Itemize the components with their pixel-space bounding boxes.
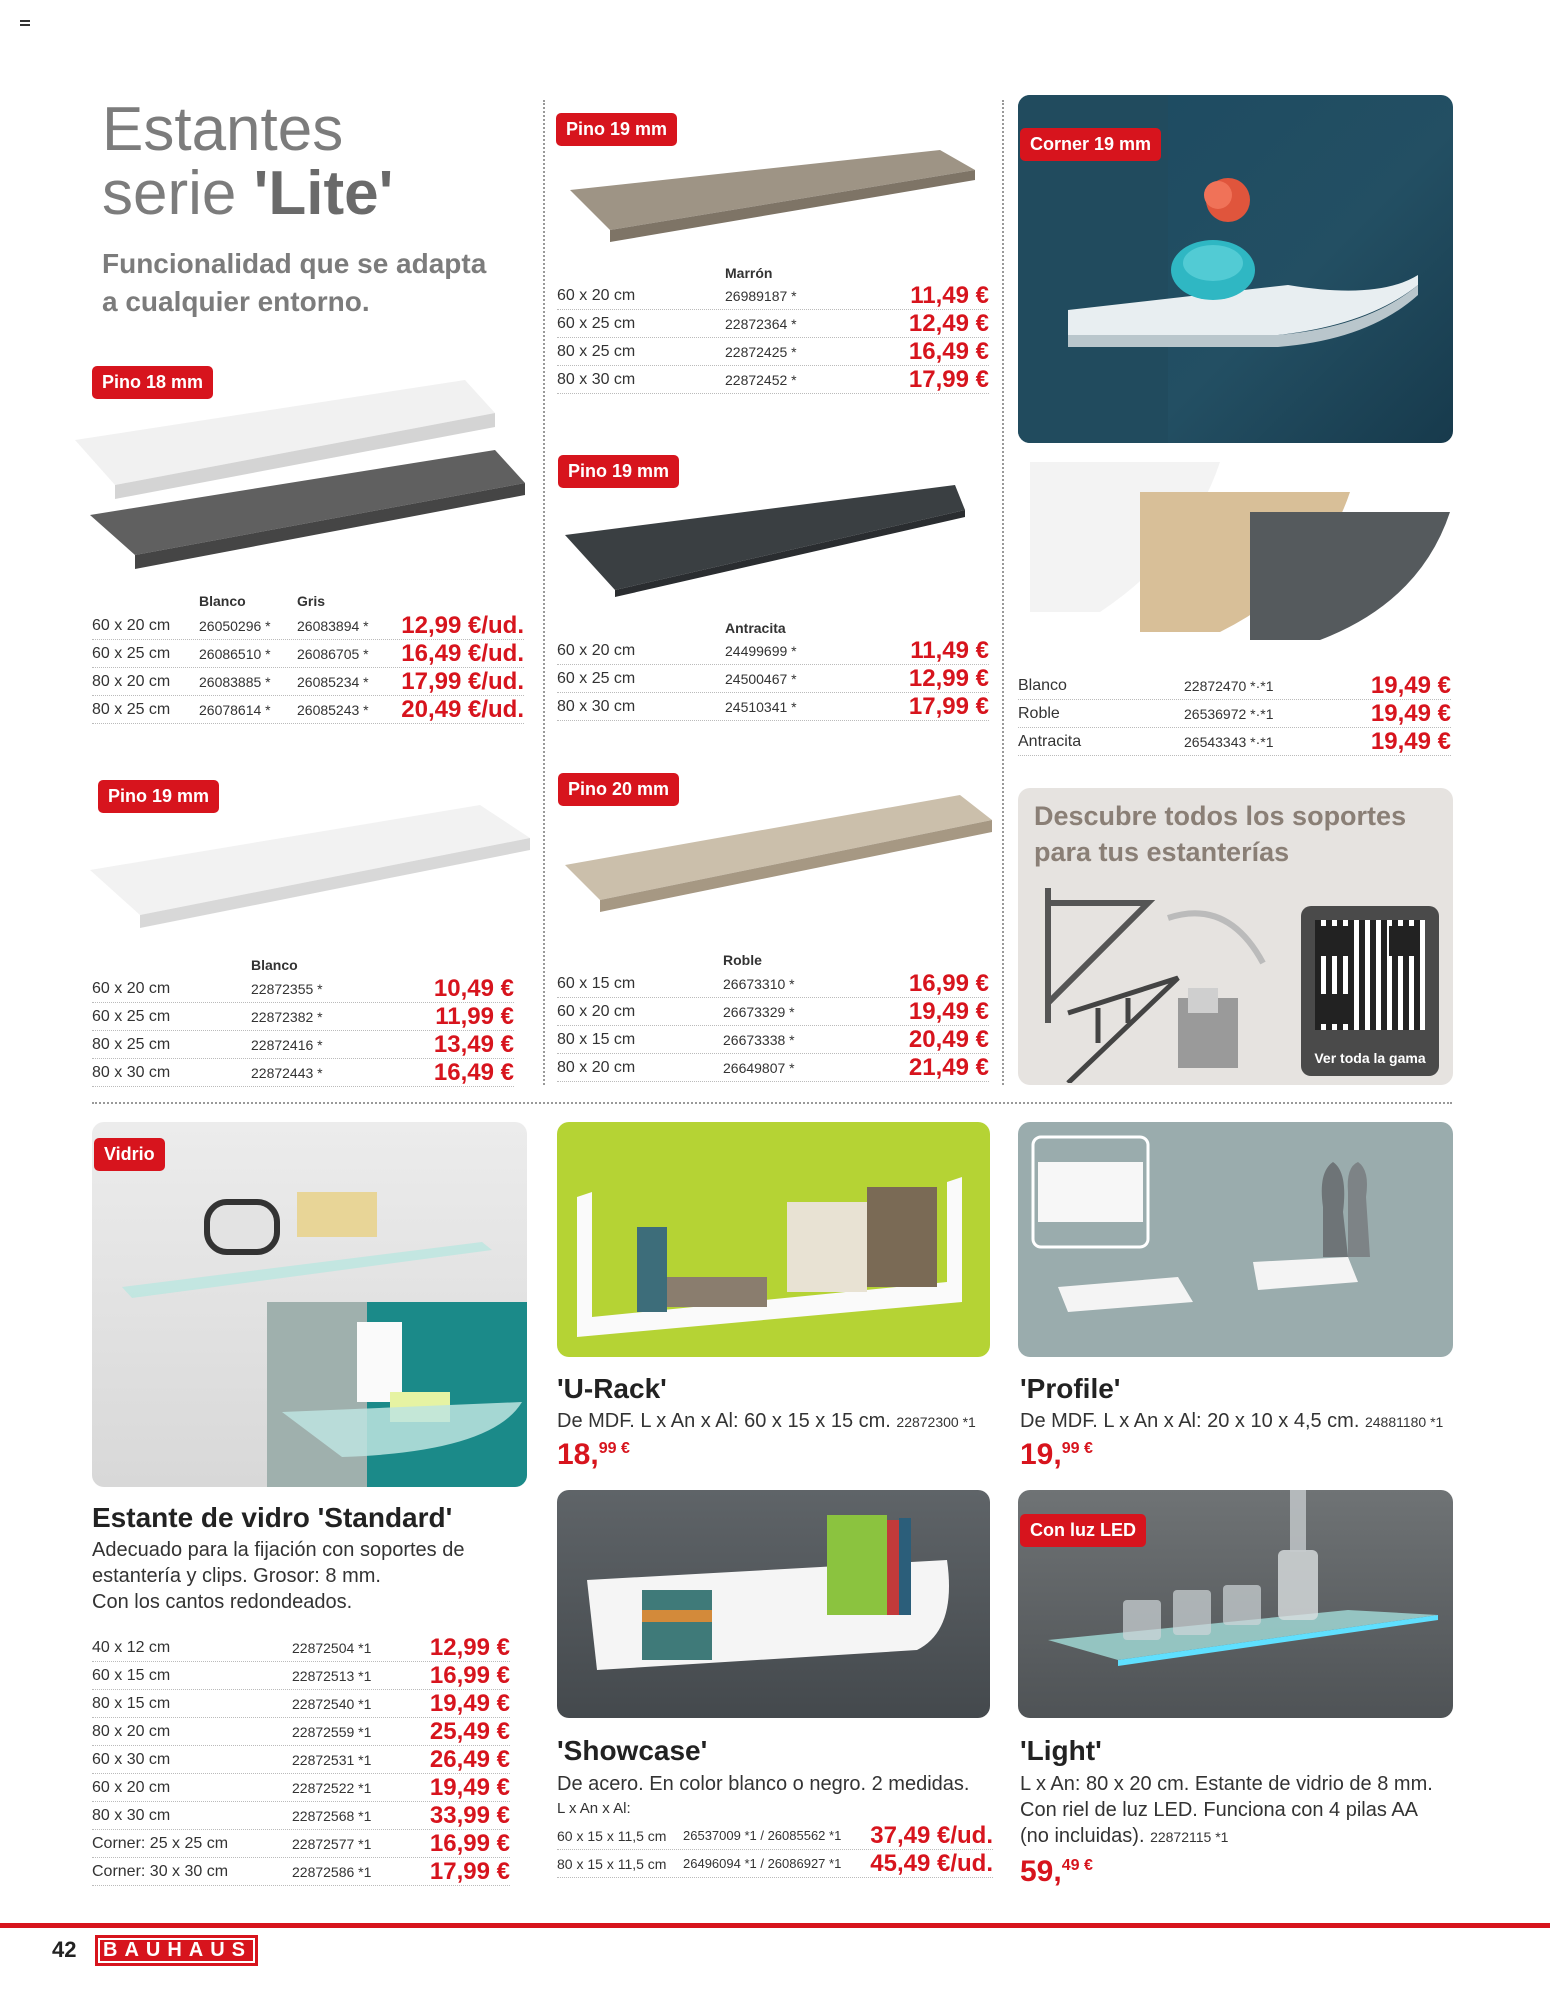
table-row: 80 x 20 cm 26649807 * 21,49 € [557, 1053, 989, 1081]
table-row: 80 x 30 cm 22872452 * 17,99 € [557, 365, 989, 393]
u-rack-price: 18,$^{99 €}$ [557, 1438, 630, 1471]
table-row: Blanco 22872470 *·*1 19,49 € [1018, 671, 1451, 699]
table-row: 80 x 30 cm 22872443 * 16,49 € [92, 1058, 514, 1086]
glass-shelf-photo [92, 1122, 527, 1487]
price-table-pino19-white: Blanco 60 x 20 cm 22872355 * 10,49 € 60 x 25 cm 22872382 * 11,99 € 80 x 25 cm 22872416 * 13,49 € 80 x 30 cm 22872443 * 16,49 € [92, 957, 514, 1086]
section-separator [92, 1102, 1452, 1104]
table-row: 80 x 30 cm 22872568 *1 33,99 € [92, 1801, 510, 1829]
shelf-image-anthracite [565, 465, 975, 605]
u-rack-description: De MDF. L x An x Al: 60 x 15 x 15 cm. 22872300 *1 [557, 1410, 976, 1432]
column-separator [543, 100, 545, 1085]
profile-name: 'Profile' [1020, 1373, 1121, 1404]
glass-name: Estante de vidro 'Standard' [92, 1502, 453, 1533]
qr-code-icon [1315, 920, 1425, 1030]
table-row: 60 x 20 cm 26050296 * 26083894 * 12,99 €/ud. [92, 611, 524, 639]
price-table-pino20: Roble 60 x 15 cm 26673310 * 16,99 € 60 x 20 cm 26673329 * 19,49 € 80 x 15 cm 26673338 * 20,49 € 80 x 20 cm 26649807 * 21,49 € [557, 952, 989, 1081]
tag-con-luz-led: Con luz LED [1020, 1514, 1146, 1547]
tag-pino-19: Pino 19 mm [556, 113, 677, 146]
light-price: 59,$^{49 €}$ [1020, 1855, 1093, 1888]
table-row: 60 x 20 cm 22872355 * 10,49 € [92, 974, 514, 1002]
table-row: Corner: 25 x 25 cm 22872577 *1 16,99 € [92, 1829, 510, 1857]
tag-pino-19: Pino 19 mm [98, 780, 219, 813]
table-row: Antracita 26543343 *·*1 19,49 € [1018, 727, 1451, 755]
table-row: 60 x 15 x 11,5 cm 26537009 *1 / 26085562 *1 37,49 €/ud. [557, 1821, 993, 1849]
shelf-image-brown [570, 120, 980, 260]
table-row: 60 x 15 cm 26673310 * 16,99 € [557, 969, 989, 997]
table-row: 60 x 25 cm 24500467 * 12,99 € [557, 664, 989, 692]
tag-vidrio: Vidrio [94, 1138, 165, 1171]
bracket-icons [1028, 883, 1268, 1083]
table-row: 60 x 25 cm 26086510 * 26086705 * 16,49 €/ud. [92, 639, 524, 667]
footer-rule [0, 1923, 1550, 1928]
table-row: 80 x 20 cm 22872559 *1 25,49 € [92, 1717, 510, 1745]
price-table-showcase [557, 1822, 993, 1882]
table-row: 80 x 30 cm 24510341 * 17,99 € [557, 692, 989, 720]
u-rack-name: 'U-Rack' [557, 1373, 667, 1404]
price-table-corner [1018, 672, 1451, 762]
page-number: 42 [52, 1937, 77, 1962]
profile-description: De MDF. L x An x Al: 20 x 10 x 4,5 cm. 24881180 *1 [1020, 1410, 1444, 1432]
glass-description: Adecuado para la fijación con soportes de estantería y clips. Grosor: 8 mm. Con los cantos redondeados. [92, 1539, 465, 1613]
table-row: 80 x 25 cm 26078614 * 26085243 * 20,49 €/ud. [92, 695, 524, 723]
price-table-pino18: Blanco Gris 60 x 20 cm 26050296 * 26083894 * 12,99 €/ud. 60 x 25 cm 26086510 * 26086705 * 16,49 €/ud. 80 x 20 cm 26083885 * 26085234 * 17,99 €/ud. 80 x 25 cm 26078614 * 26085243 * 20,49 €/ud. [92, 593, 524, 723]
tag-corner-19: Corner 19 mm [1020, 128, 1161, 161]
page-subtitle: Funcionalidad que se adapta a cualquier entorno. [102, 248, 487, 317]
table-row: 80 x 25 cm 22872416 * 13,49 € [92, 1030, 514, 1058]
price-table-pino19-brown: Marrón 60 x 20 cm 26989187 * 11,49 € 60 x 25 cm 22872364 * 12,49 € 80 x 25 cm 22872425 * 16,49 € 80 x 30 cm 22872452 * 17,99 € [557, 265, 989, 393]
table-row: Roble 26536972 *·*1 19,49 € [1018, 699, 1451, 727]
tag-pino-18: Pino 18 mm [92, 366, 213, 399]
shelf-image-white [90, 790, 530, 940]
price-table-pino19-anthracite: Antracita 60 x 20 cm 24499699 * 11,49 € 60 x 25 cm 24500467 * 12,99 € 80 x 30 cm 24510341 * 17,99 € [557, 620, 989, 720]
shelf-image-white-grey [75, 375, 530, 575]
table-row: 60 x 25 cm 22872364 * 12,49 € [557, 309, 989, 337]
light-description: L x An: 80 x 20 cm. Estante de vidrio de 8 mm. Con riel de luz LED. Funciona con 4 pilas AA (no incluidas). 22872115 *1 [1020, 1773, 1433, 1847]
table-row: 60 x 15 cm 22872513 *1 16,99 € [92, 1661, 510, 1689]
supports-promo-box[interactable] [1018, 788, 1453, 1085]
table-row: 60 x 20 cm 22872522 *1 19,49 € [92, 1773, 510, 1801]
table-row: 80 x 15 x 11,5 cm 26496094 *1 / 26086927 *1 45,49 €/ud. [557, 1849, 993, 1877]
bauhaus-logo[interactable]: BAUHAUS [95, 1935, 258, 1966]
table-row: 60 x 20 cm 26989187 * 11,49 € [557, 281, 989, 309]
profile-price: 19,$^{99 €}$ [1020, 1438, 1093, 1471]
table-row: 60 x 20 cm 24499699 * 11,49 € [557, 636, 989, 664]
table-row: Corner: 30 x 30 cm 22872586 *1 17,99 € [92, 1857, 510, 1885]
table-row: 80 x 15 cm 22872540 *1 19,49 € [92, 1689, 510, 1717]
price-table-glass [92, 1634, 510, 1894]
light-name: 'Light' [1020, 1735, 1102, 1766]
menu-icon[interactable] [20, 20, 30, 28]
tag-pino-19: Pino 19 mm [558, 455, 679, 488]
tag-pino-20: Pino 20 mm [558, 773, 679, 806]
column-separator [1002, 100, 1004, 1085]
showcase-description: De acero. En color blanco o negro. 2 medidas. [557, 1773, 970, 1795]
supports-title: Descubre todos los soportes para tus estanterías [1034, 801, 1407, 867]
table-row: 60 x 20 cm 26673329 * 19,49 € [557, 997, 989, 1025]
showcase-photo [557, 1490, 990, 1718]
page-title: Estantes serie 'Lite' [102, 95, 394, 228]
u-rack-photo [557, 1122, 990, 1357]
table-row: 60 x 30 cm 22872531 *1 26,49 € [92, 1745, 510, 1773]
profile-photo [1018, 1122, 1453, 1357]
qr-code[interactable]: Ver toda la gama [1301, 906, 1439, 1076]
showcase-dims-label: L x An x Al: [557, 1800, 631, 1817]
table-row: 80 x 20 cm 26083885 * 26085234 * 17,99 €/ud. [92, 667, 524, 695]
shelf-image-oak [560, 790, 1000, 930]
table-row: 40 x 12 cm 22872504 *1 12,99 € [92, 1633, 510, 1661]
table-row: 80 x 15 cm 26673338 * 20,49 € [557, 1025, 989, 1053]
showcase-name: 'Showcase' [557, 1735, 708, 1766]
corner-shelf-colors-image [1020, 462, 1455, 642]
table-row: 80 x 25 cm 22872425 * 16,49 € [557, 337, 989, 365]
table-row: 60 x 25 cm 22872382 * 11,99 € [92, 1002, 514, 1030]
